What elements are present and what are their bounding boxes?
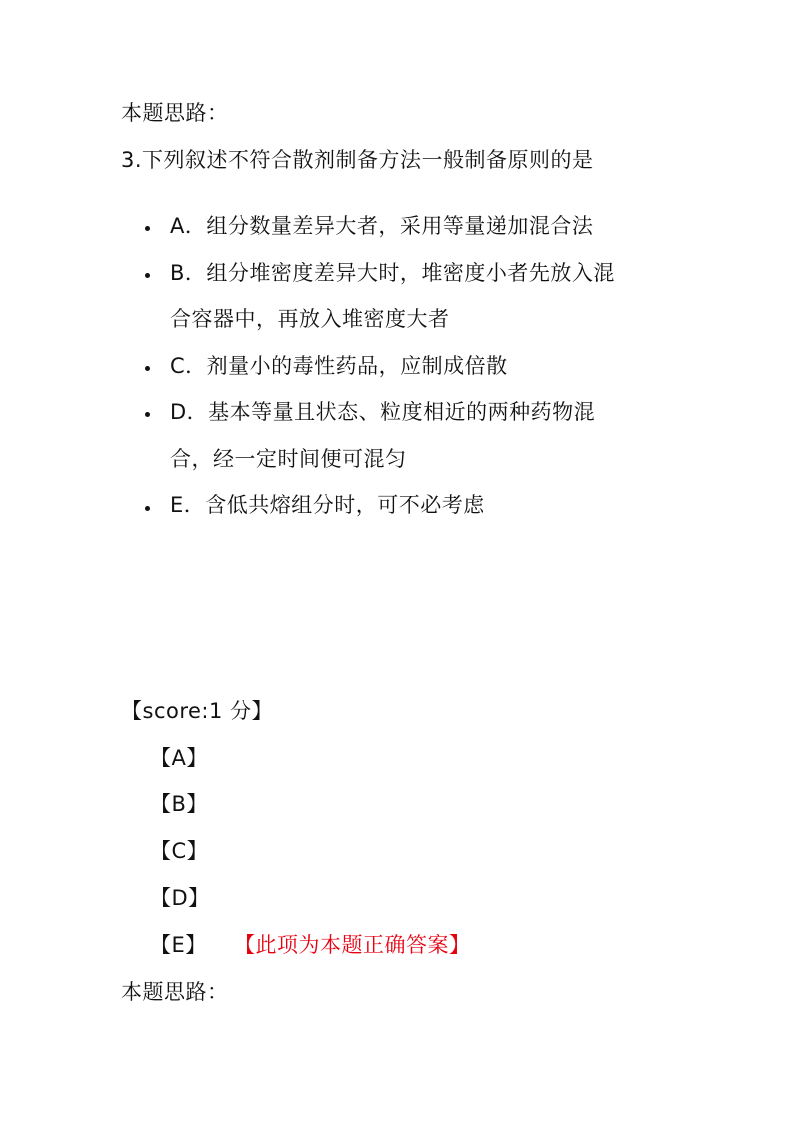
answer-choice-e: 【E】 [150, 933, 207, 957]
option-d-continued: 合，经一定时间便可混匀 [170, 447, 407, 471]
answer-choice-d: 【D】 [150, 886, 210, 910]
option-a: A．组分数量差异大者，采用等量递加混合法 [170, 214, 594, 238]
option-d: D．基本等量且状态、粒度相近的两种药物混 [170, 400, 596, 424]
option-b-continued: 合容器中，再放入堆密度大者 [170, 307, 450, 331]
bullet-icon [145, 273, 150, 278]
correct-answer-note: 【此项为本题正确答案】 [234, 933, 471, 957]
option-c: C．剂量小的毒性药品，应制成倍散 [170, 354, 508, 378]
bullet-icon [145, 412, 150, 417]
analysis-label: 本题思路： [121, 980, 229, 1004]
bullet-icon [145, 366, 150, 371]
bullet-icon [145, 506, 150, 511]
question-stem: 3.下列叙述不符合散剂制备方法一般制备原则的是 [121, 148, 594, 172]
prev-analysis-label: 本题思路： [121, 101, 229, 125]
answer-choice-a: 【A】 [150, 746, 208, 770]
bullet-icon [145, 226, 150, 231]
score-label: 【score:1 分】 [121, 699, 274, 723]
answer-choice-c: 【C】 [150, 839, 209, 863]
option-b: B．组分堆密度差异大时，堆密度小者先放入混 [170, 261, 615, 285]
option-e: E．含低共熔组分时，可不必考虑 [170, 493, 485, 517]
answer-choice-b: 【B】 [150, 792, 208, 816]
